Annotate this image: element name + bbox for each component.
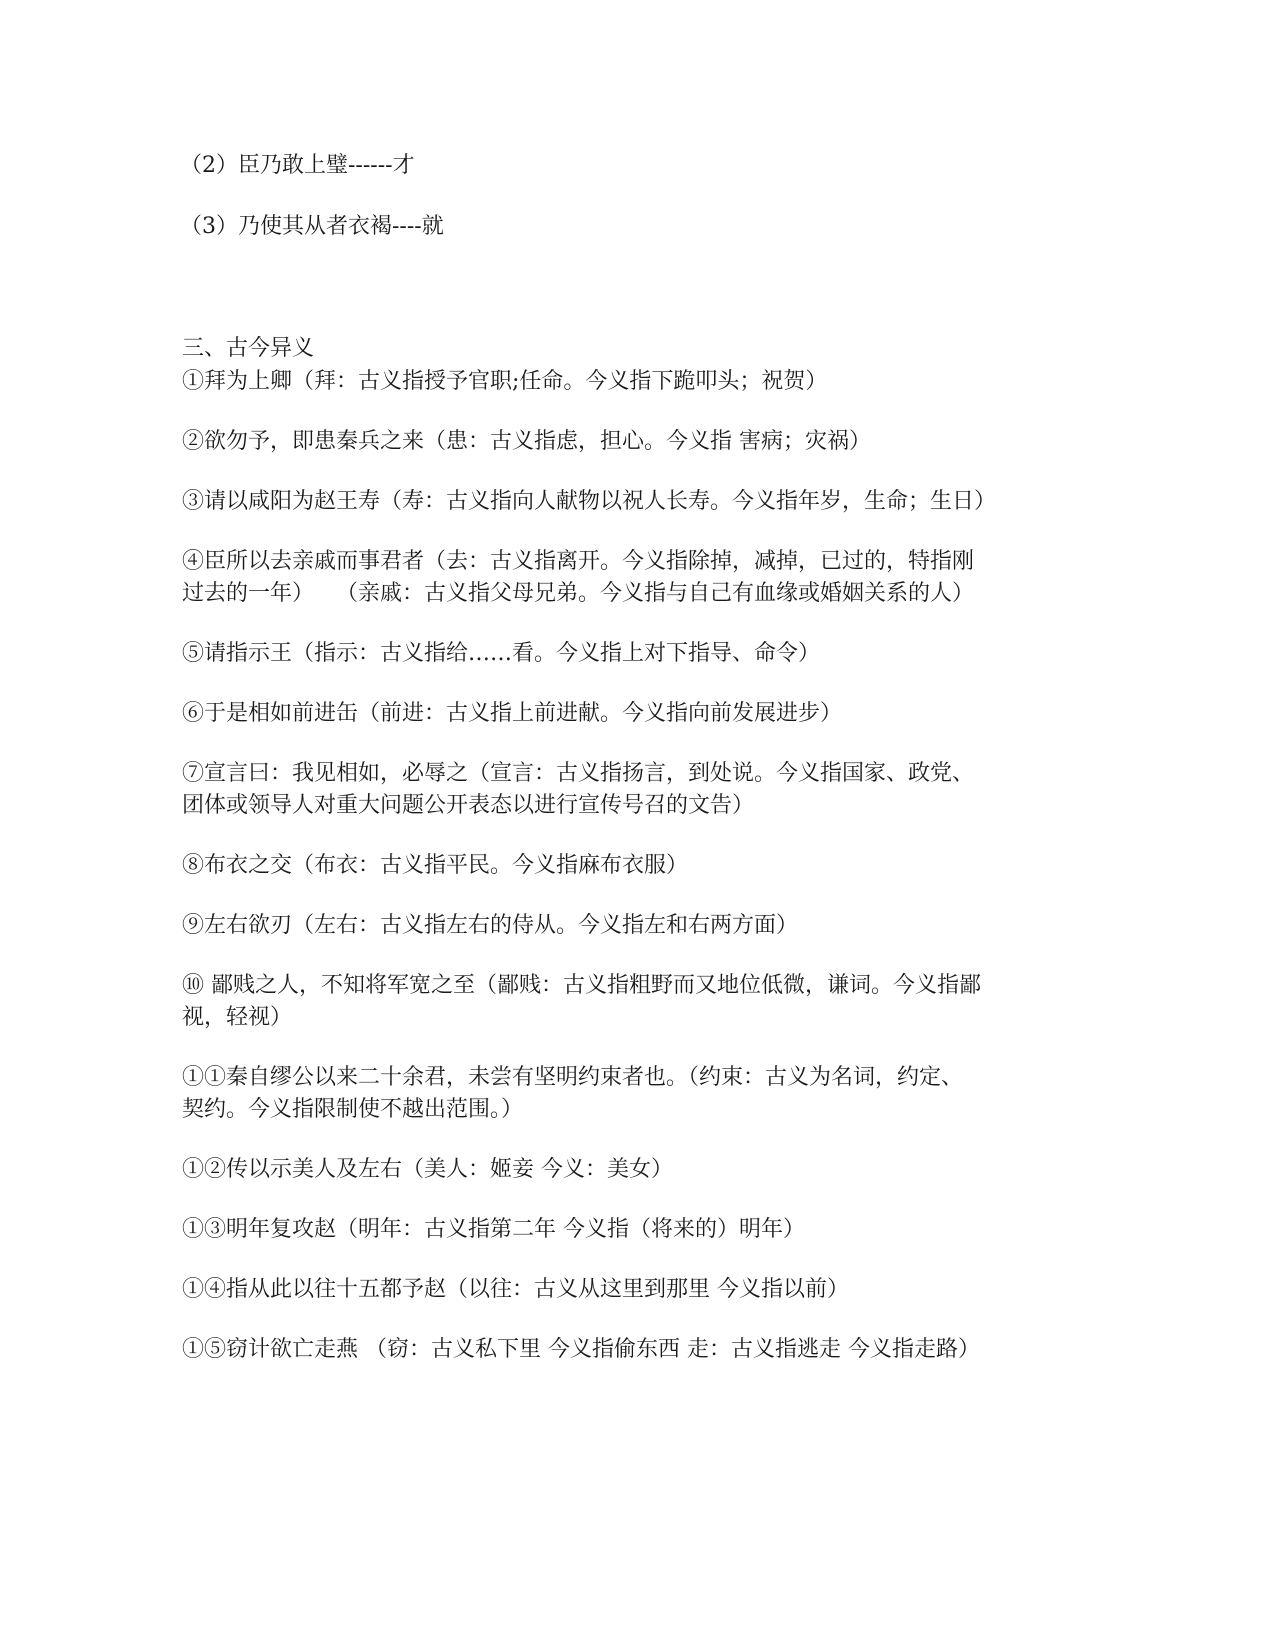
entry-line: ⑥于是相如前进缶（前进：古义指上前进献。今义指向前发展进步） xyxy=(182,701,843,726)
list-item xyxy=(182,638,1102,670)
entry-line: ①①秦自缪公以来二十余君，未尝有坚明约束者也。（约束：古义为名词，约定、 xyxy=(182,1065,964,1090)
list-item xyxy=(182,1154,1102,1186)
entry-line: 契约。今义指限制使不越出范围。） xyxy=(182,1097,524,1122)
section-title: 三、古今异义 xyxy=(182,336,315,361)
entry-line: ⑦宣言曰：我见相如，必辱之（宣言：古义指扬言，到处说。今义指国家、政党、 xyxy=(182,761,975,786)
list-item xyxy=(182,698,1102,730)
list-item xyxy=(182,426,1102,458)
entry-line: ①③明年复攻赵（明年：古义指第二年 今义指（将来的）明年） xyxy=(182,1217,805,1242)
entry-line: ⑤请指示王（指示：古义指给……看。今义指上对下指导、命令） xyxy=(182,641,821,666)
list-item xyxy=(182,486,1102,518)
entry-line: ①②传以示美人及左右（美人：姬妾 今义：美女） xyxy=(182,1157,673,1182)
list-item xyxy=(182,1274,1102,1306)
list-item xyxy=(182,546,1102,610)
entry-line: ③请以咸阳为赵王寿（寿：古义指向人献物以祝人长寿。今义指年岁，生命；生日） xyxy=(182,489,997,514)
entry-list xyxy=(182,366,1102,1366)
list-item xyxy=(182,1334,1102,1366)
entry-line: ①④指从此以往十五都予赵（以往：古义从这里到那里 今义指以前） xyxy=(182,1277,849,1302)
entry-line: ①拜为上卿（拜：古义指授予官职;任命。今义指下跪叩头；祝贺） xyxy=(182,369,828,394)
list-item xyxy=(182,758,1102,822)
list-item xyxy=(182,1062,1102,1126)
text-line: （2）臣乃敢上璧------才 xyxy=(180,153,415,178)
list-item xyxy=(182,850,1102,882)
entry-line: ⑧布衣之交（布衣：古义指平民。今义指麻布衣服） xyxy=(182,853,689,878)
entry-line: ①⑤窃计欲亡走燕 （窃：古义私下里 今义指偷东西 走：古义指逃走 今义指走路） xyxy=(182,1337,980,1362)
list-item xyxy=(182,970,1102,1034)
entry-line: ②欲勿予，即患秦兵之来（患：古义指虑，担心。今义指 害病；灾祸） xyxy=(182,429,871,454)
list-item xyxy=(182,1214,1102,1246)
entry-line: ④臣所以去亲戚而事君者（去：古义指离开。今义指除掉，减掉，已过的，特指刚 xyxy=(182,549,975,574)
list-item xyxy=(182,910,1102,942)
entry-line: 团体或领导人对重大问题公开表态以进行宣传号召的文告） xyxy=(182,793,755,818)
entry-line: ⑨左右欲刃（左右：古义指左右的侍从。今义指左和右两方面） xyxy=(182,913,799,938)
section-ancient-modern-meanings xyxy=(182,334,1102,1394)
entry-line: 视，轻视） xyxy=(182,1005,293,1030)
entry-line: ⑩ 鄙贱之人，不知将军宽之至（鄙贱：古义指粗野而又地位低微，谦词。今义指鄙 xyxy=(182,973,981,998)
entry-line: 过去的一年） （亲戚：古义指父母兄弟。今义指与自己有血缘或婚姻关系的人） xyxy=(182,581,975,606)
text-line: （3）乃使其从者衣褐----就 xyxy=(180,214,444,239)
list-item xyxy=(182,366,1102,398)
